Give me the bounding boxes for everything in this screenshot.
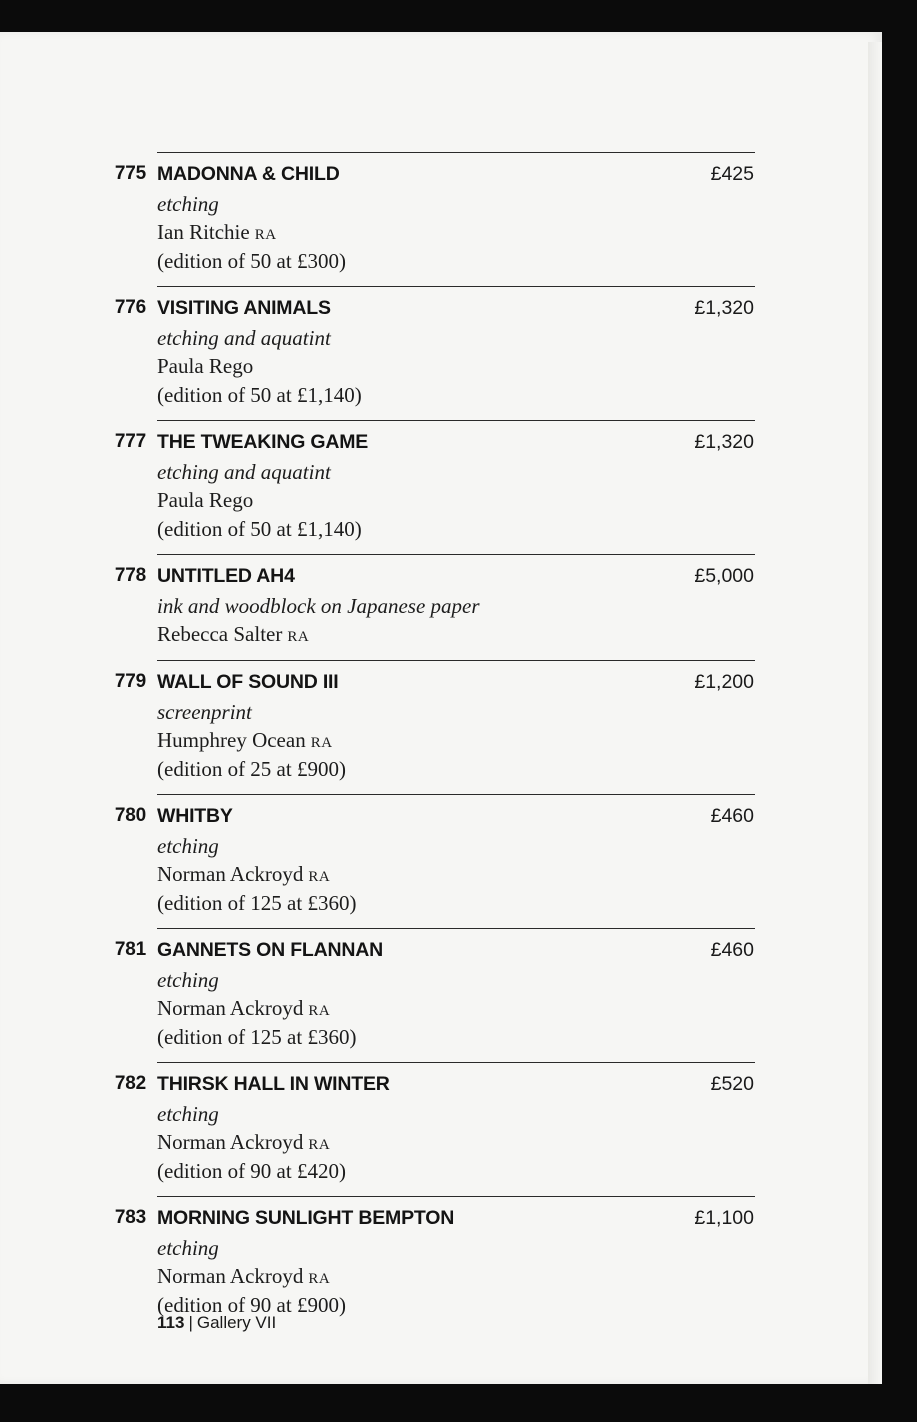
divider bbox=[157, 1196, 755, 1197]
page-footer bbox=[157, 1313, 276, 1333]
lot-medium: ink and woodblock on Japanese paper bbox=[157, 594, 480, 618]
lot-price: £460 bbox=[710, 805, 754, 827]
lot-medium: etching bbox=[157, 834, 219, 858]
lot-title: MADONNA & CHILD bbox=[157, 163, 340, 185]
artist-name: Norman Ackroyd bbox=[157, 996, 304, 1020]
footer-separator: | bbox=[188, 1313, 193, 1332]
artist-suffix: RA bbox=[308, 869, 331, 885]
artist-suffix: RA bbox=[308, 1137, 331, 1153]
artist-name: Paula Rego bbox=[157, 488, 254, 512]
lot-artist bbox=[157, 1264, 330, 1289]
artist-name: Norman Ackroyd bbox=[157, 862, 304, 886]
page-edge bbox=[868, 42, 882, 1384]
lot-title: WALL OF SOUND III bbox=[157, 671, 339, 693]
lot-number: 782 bbox=[114, 1073, 146, 1094]
lot-number: 783 bbox=[114, 1207, 146, 1228]
lot-price: £520 bbox=[710, 1073, 754, 1095]
lot-edition: (edition of 50 at £1,140) bbox=[157, 383, 362, 407]
lot-price: £1,320 bbox=[694, 431, 754, 453]
divider bbox=[157, 660, 755, 661]
divider bbox=[157, 928, 755, 929]
artist-suffix: RA bbox=[308, 1271, 331, 1287]
gallery-label: Gallery VII bbox=[196, 1313, 277, 1332]
lot-price: £1,200 bbox=[694, 671, 754, 693]
lot-number: 780 bbox=[114, 805, 146, 826]
divider bbox=[157, 794, 755, 795]
artist-name: Norman Ackroyd bbox=[157, 1264, 304, 1288]
lot-edition: (edition of 90 at £420) bbox=[157, 1159, 346, 1183]
lot-artist bbox=[157, 862, 330, 887]
lot-medium: etching and aquatint bbox=[157, 326, 331, 350]
divider bbox=[157, 554, 755, 555]
lot-title: WHITBY bbox=[157, 805, 233, 827]
lot-price: £425 bbox=[710, 163, 754, 185]
lot-number: 775 bbox=[114, 163, 146, 184]
artist-suffix: RA bbox=[287, 629, 310, 645]
divider bbox=[157, 1062, 755, 1063]
lot-price: £460 bbox=[710, 939, 754, 961]
lot-number: 777 bbox=[114, 431, 146, 452]
lot-artist bbox=[157, 728, 333, 753]
lot-title: GANNETS ON FLANNAN bbox=[157, 939, 384, 961]
lot-artist bbox=[157, 220, 277, 245]
artist-suffix: RA bbox=[310, 735, 333, 751]
lot-edition: (edition of 50 at £300) bbox=[157, 249, 346, 273]
lot-edition: (edition of 50 at £1,140) bbox=[157, 517, 362, 541]
lot-medium: screenprint bbox=[157, 700, 252, 724]
lot-price: £5,000 bbox=[694, 565, 754, 587]
lot-medium: etching bbox=[157, 1102, 219, 1126]
lot-number: 779 bbox=[114, 671, 146, 692]
lot-edition: (edition of 90 at £900) bbox=[157, 1293, 346, 1317]
lot-title: VISITING ANIMALS bbox=[157, 297, 331, 319]
lot-medium: etching and aquatint bbox=[157, 460, 331, 484]
artist-name: Ian Ritchie bbox=[157, 220, 250, 244]
artist-name: Rebecca Salter bbox=[157, 622, 283, 646]
lot-medium: etching bbox=[157, 968, 219, 992]
page-number: 113 bbox=[157, 1313, 185, 1332]
lot-title: THE TWEAKING GAME bbox=[157, 431, 369, 453]
lot-artist bbox=[157, 1130, 330, 1155]
lot-title: THIRSK HALL IN WINTER bbox=[157, 1073, 390, 1095]
lot-edition: (edition of 25 at £900) bbox=[157, 757, 346, 781]
lot-title: MORNING SUNLIGHT BEMPTON bbox=[157, 1207, 455, 1229]
lot-number: 781 bbox=[114, 939, 146, 960]
lot-artist bbox=[157, 488, 258, 513]
lot-edition: (edition of 125 at £360) bbox=[157, 891, 357, 915]
artist-suffix: RA bbox=[308, 1003, 331, 1019]
lot-price: £1,320 bbox=[694, 297, 754, 319]
lot-edition: (edition of 125 at £360) bbox=[157, 1025, 357, 1049]
lot-artist bbox=[157, 354, 258, 379]
lot-price: £1,100 bbox=[694, 1207, 754, 1229]
lot-medium: etching bbox=[157, 1236, 219, 1260]
lot-number: 778 bbox=[114, 565, 146, 586]
lot-medium: etching bbox=[157, 192, 219, 216]
catalogue-page bbox=[0, 32, 882, 1384]
artist-name: Paula Rego bbox=[157, 354, 254, 378]
artist-name: Humphrey Ocean bbox=[157, 728, 306, 752]
divider bbox=[157, 420, 755, 421]
artist-suffix: RA bbox=[254, 227, 277, 243]
divider bbox=[157, 152, 755, 153]
divider bbox=[157, 286, 755, 287]
lot-number: 776 bbox=[114, 297, 146, 318]
artist-name: Norman Ackroyd bbox=[157, 1130, 304, 1154]
lot-artist bbox=[157, 996, 330, 1021]
lot-title: UNTITLED AH4 bbox=[157, 565, 295, 587]
lot-artist bbox=[157, 622, 309, 647]
